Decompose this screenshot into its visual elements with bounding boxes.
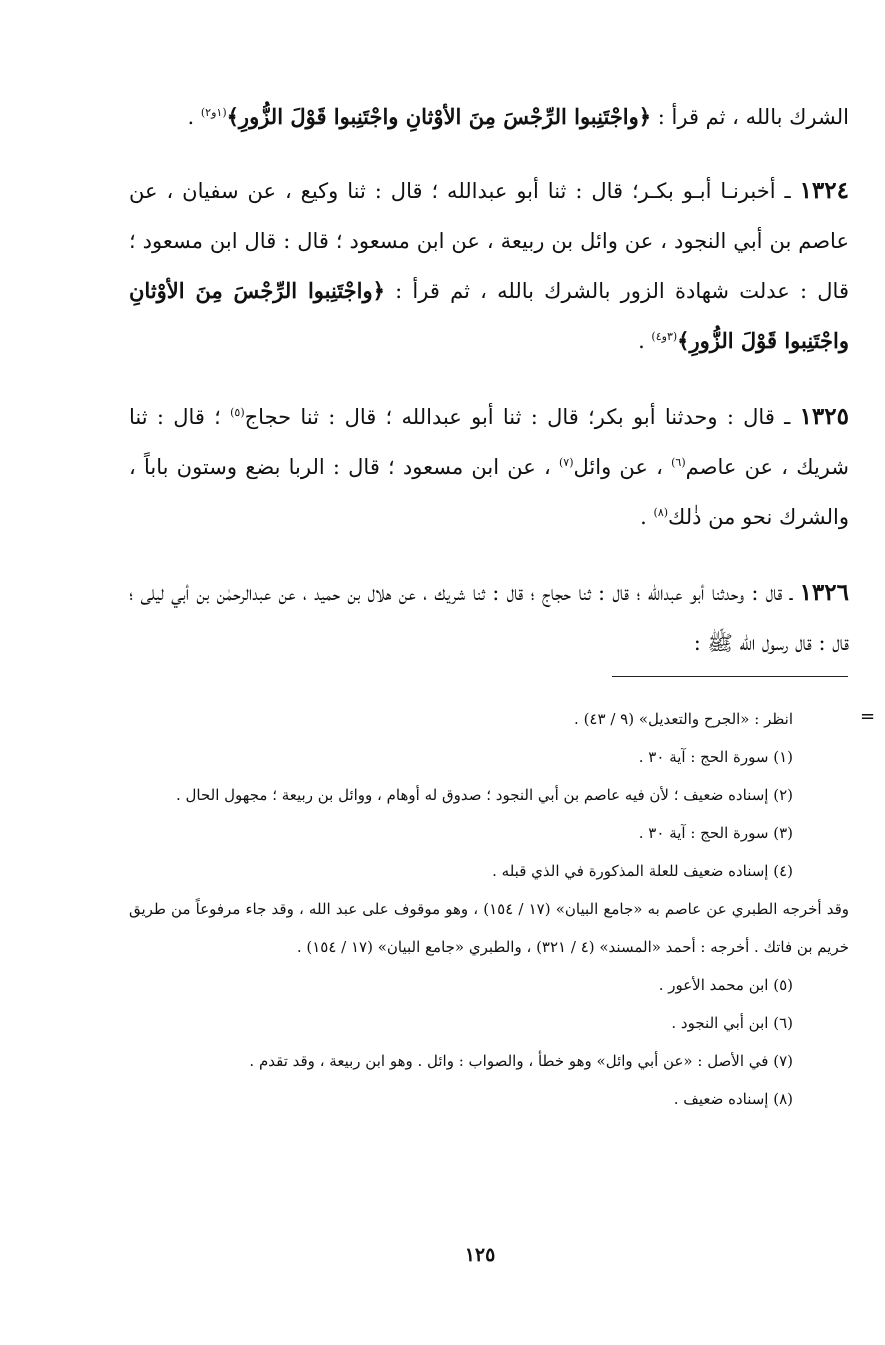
footnote-5: (٥) ابن محمد الأعور . [658, 976, 793, 994]
punctuation: . [187, 105, 201, 129]
hadith-text: ؛ قال : ثنا شريك ، عن عاصم [129, 405, 849, 479]
page-number: ١٢٥ [464, 1244, 496, 1266]
hadith-text: ـ قال : وحدثنا أبو بكر؛ قال : ثنا أبو عبدالله ؛ قال : ثنا حجاج [244, 405, 800, 429]
footnote-ref: (٦) [671, 456, 686, 469]
hadith-text: ـ أخبرنـا أبـو بكـر؛ قال : ثنا أبو عبدالله ؛ قال : ثنا وكيع ، عن سفيان ، عن عاصم بن أبي النجود ، عن وائل بن ربيعة ، عن ابن مسعود ؛ قال : قال ابن مسعود ؛ قال : عدلت شهادة الزور بالشرك بالله ، ثم قرأ : [129, 179, 849, 303]
footnote-8: (٨) إسناده ضعيف . [673, 1090, 793, 1108]
continuation-mark: = [860, 706, 876, 727]
hadith-text: ، عن ابن مسعود ؛ قال : الربا بضع وستون باباً ، والشرك نحو من ذٰلك [129, 455, 849, 529]
quran-verse: ﴿واجْتَنِبوا الرِّجْسَ مِنَ الأوْثانِ واجْتَنِبوا قَوْلَ الزُّورِ﴾ [226, 104, 652, 129]
footnotes [129, 700, 849, 1118]
footnote-4-extra: وقد أخرجه الطبري عن عاصم به «جامع البيان» (١٧ / ١٥٤) ، وهو موقوف على عبد الله ، وقد جاء مرفوعاً من طريق خريم بن فاتك . أخرجه : أحمد «المسند» (٤ / ٣٢١) ، والطبري «جامع البيان» (١٧ / ١٥٤) . [129, 900, 849, 956]
quran-verse: ﴿واجْتَنِبوا الرِّجْسَ مِنَ الأوْثانِ واجْتَنِبوا قَوْلَ الزُّورِ﴾ [129, 278, 849, 353]
hadith-text: ـ قال : وحدثنا أبو عبدالله ؛ قال : ثنا حجاج ؛ قال : ثنا شريك ، عن هلال بن حميد ، عن عبدالرحمٰن بن أبي ليلى ؛ قال : قال رسول الله ﷺ : [129, 581, 849, 655]
hadith-text: ، عن وائل [573, 455, 672, 479]
footnote-4: (٤) إسناده ضعيف للعلة المذكورة في الذي قبله . [492, 862, 793, 880]
footnote-ref: (١و٢) [200, 106, 227, 119]
punctuation: . [640, 505, 654, 529]
footnote-3: (٣) سورة الحج : آية ٣٠ . [638, 824, 793, 842]
punctuation: . [638, 329, 652, 353]
main-text [129, 92, 849, 668]
continued-paragraph [129, 92, 849, 142]
footnote-7: (٧) في الأصل : «عن أبي وائل» وهو خطأ ، والصواب : وائل . وهو ابن ربيعة ، وقد تقدم . [249, 1052, 793, 1070]
hadith-number: ١٣٢٦ [799, 579, 849, 606]
hadith-1325 [129, 392, 849, 542]
hadith-1324 [129, 166, 849, 366]
footnote-ref: (٨) [653, 506, 669, 519]
footnote-1: (١) سورة الحج : آية ٣٠ . [638, 748, 793, 766]
paragraph-text: الشرك بالله ، ثم قرأ : [657, 105, 849, 129]
footnote-2: (٢) إسناده ضعيف ؛ لأن فيه عاصم بن أبي النجود ؛ صدوق له أوهام ، ووائل بن ربيعة ؛ مجهول الحال . [175, 786, 793, 804]
hadith-number: ١٣٢٤ [799, 177, 849, 204]
footnote-ref: (٧) [559, 456, 574, 469]
hadith-number: ١٣٢٥ [799, 403, 849, 430]
footnote-ref: (٥) [230, 406, 245, 419]
footnote-ref: (٣و٤) [651, 330, 678, 343]
hadith-1326 [129, 568, 849, 668]
footnote-continued: انظر : «الجرح والتعديل» (٩ / ٤٣) . [574, 710, 793, 728]
footnote-separator [612, 676, 848, 677]
footnote-6: (٦) ابن أبي النجود . [671, 1014, 793, 1032]
